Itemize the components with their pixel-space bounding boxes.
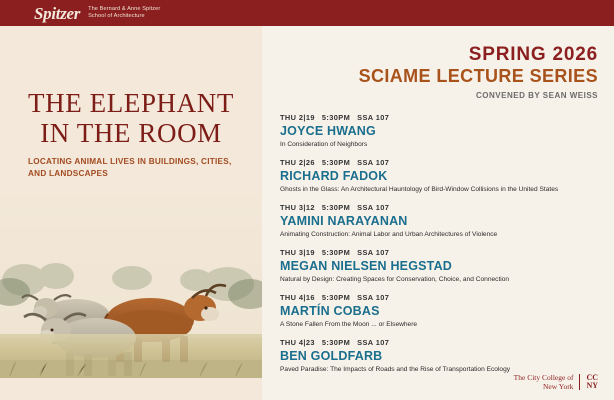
spitzer-school-line1: The Bernard & Anne Spitzer — [88, 6, 161, 12]
talk-title: A Stone Fallen From the Moon ... or Elsewhere — [280, 321, 418, 328]
talk-date: THU 2|26 — [280, 158, 315, 167]
talk-speaker: RICHARD FADOK — [280, 169, 388, 183]
list-item — [280, 203, 598, 239]
ccny-logo-icon — [579, 374, 598, 390]
talk-time: 5:30PM — [321, 293, 351, 302]
talk-date: THU 3|12 — [280, 203, 315, 212]
series-heading: SCIAME LECTURE SERIES — [358, 66, 598, 86]
talk-speaker: BEN GOLDFARB — [280, 349, 383, 363]
talk-date: THU 3|19 — [280, 248, 315, 257]
talk-room: SSA 107 — [357, 158, 390, 167]
talk-date: THU 4|16 — [280, 293, 315, 302]
talk-meta — [280, 248, 598, 257]
talk-date: THU 2|19 — [280, 113, 315, 122]
list-item — [280, 158, 598, 194]
talk-room: SSA 107 — [357, 338, 390, 347]
talk-speaker: YAMINI NARAYANAN — [280, 214, 408, 228]
talk-meta — [280, 203, 598, 212]
talk-time: 5:30PM — [321, 158, 351, 167]
talk-title: In Consideration of Neighbors — [280, 141, 368, 148]
spitzer-school-name — [88, 6, 160, 20]
talk-meta — [280, 338, 598, 347]
page-subtitle: LOCATING ANIMAL LIVES IN BUILDINGS, CITIES, AND LANDSCAPES — [28, 157, 232, 178]
convened-by: CONVENED BY SEAN WEISS — [476, 91, 598, 100]
talk-title: Natural by Design: Creating Spaces for Conservation, Choice, and Connection — [280, 276, 510, 283]
page-title-line1: THE ELEPHANT — [28, 88, 234, 118]
talk-list — [280, 113, 598, 374]
talk-room: SSA 107 — [357, 248, 390, 257]
institution-line2: New York — [543, 382, 574, 391]
spitzer-wordmark: Spitzer — [34, 3, 81, 23]
ground-strip — [0, 334, 262, 360]
talk-time: 5:30PM — [321, 248, 351, 257]
spitzer-school-line2: School of Architecture — [88, 13, 145, 19]
page-title-line2: IN THE ROOM — [40, 118, 222, 148]
page-title — [0, 88, 262, 148]
list-item — [280, 113, 598, 149]
talk-title: Ghosts in the Glass: An Architectural Hauntology of Bird-Window Collisions in the United States — [280, 186, 559, 193]
ccny-logo-line1: CC — [586, 373, 598, 382]
season-heading: SPRING 2026 — [468, 44, 598, 65]
talk-time: 5:30PM — [321, 113, 351, 122]
footer — [262, 364, 614, 400]
talk-meta — [280, 293, 598, 302]
talk-meta — [280, 113, 598, 122]
cattle-herd-illustration — [0, 188, 262, 378]
talk-time: 5:30PM — [321, 203, 351, 212]
list-item — [280, 293, 598, 329]
talk-date: THU 4|23 — [280, 338, 315, 347]
left-panel — [0, 26, 262, 400]
talk-speaker: MEGAN NIELSEN HEGSTAD — [280, 259, 453, 273]
right-panel — [262, 26, 614, 400]
list-item — [280, 248, 598, 284]
talk-time: 5:30PM — [321, 338, 351, 347]
ccny-logo-line2: NY — [586, 381, 598, 390]
brand-bar-inner — [0, 5, 160, 22]
talk-speaker: MARTÍN COBAS — [280, 304, 380, 318]
talk-room: SSA 107 — [357, 203, 390, 212]
brand-bar — [0, 0, 614, 26]
institution-name — [514, 373, 574, 391]
talk-speaker: JOYCE HWANG — [280, 124, 376, 138]
institution-line1: The City College of — [513, 373, 574, 382]
talk-room: SSA 107 — [357, 113, 390, 122]
talk-title: Paved Paradise: The Impacts of Roads and the Rise of Transportation Ecology — [280, 366, 511, 373]
talk-title: Animating Construction: Animal Labor and Urban Architectures of Violence — [280, 231, 498, 238]
talk-room: SSA 107 — [357, 293, 390, 302]
talk-meta — [280, 158, 598, 167]
